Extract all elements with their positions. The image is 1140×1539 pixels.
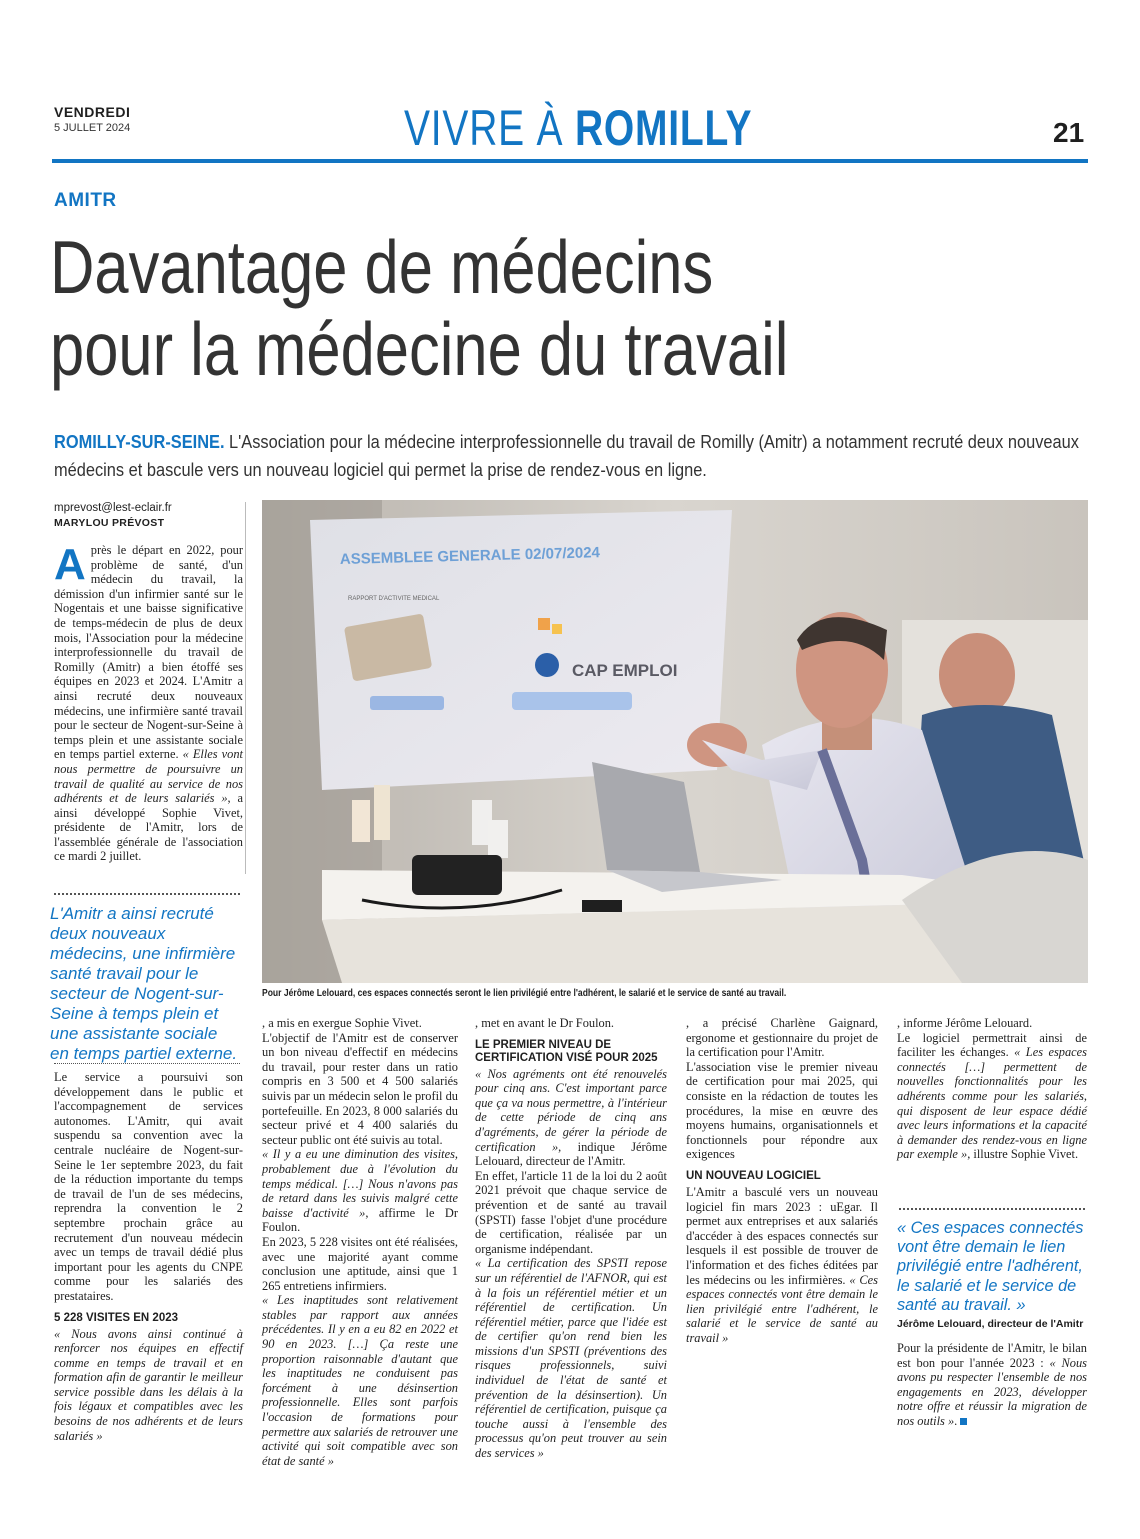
paragraph: En 2023, 5 228 visites ont été réalisées, avec une majorité ayant comme conclusion une aptitude, ainsi que 1 265 entretiens infirmiers. bbox=[262, 1234, 458, 1293]
subheading: 5 228 VISITES EN 2023 bbox=[54, 1311, 179, 1324]
pull-quote-source: Jérôme Lelouard, directeur de l'Amitr bbox=[897, 1318, 1084, 1330]
column-3 bbox=[475, 1016, 667, 1461]
second-person bbox=[939, 633, 1015, 717]
end-mark-icon bbox=[960, 1418, 967, 1425]
paragraph-text: , a ainsi développé Sophie Vivet, présidente de l'Amitr, lors de l'assemblée générale de l'association ce mardi 2 juillet. bbox=[54, 791, 243, 864]
header-rule bbox=[52, 159, 1088, 163]
paragraph: , a mis en exergue Sophie Vivet. bbox=[262, 1016, 422, 1030]
paragraph bbox=[897, 1031, 1087, 1162]
headline-line-2: pour la médecine du travail bbox=[50, 307, 789, 391]
article-photo bbox=[262, 500, 1088, 983]
section-town: ROMILLY bbox=[574, 100, 753, 156]
slide-subtitle: RAPPORT D'ACTIVITE MEDICAL bbox=[348, 596, 440, 602]
paragraph: En effet, l'article 11 de la loi du 2 août 2021 prévoit que chaque service de prévention et de santé au travail (SPSTI) fasse l'objet d'une procédure de certification, réalisée par un organisme indépendant. bbox=[475, 1168, 667, 1256]
article-kicker: AMITR bbox=[54, 190, 117, 211]
header-day: VENDREDI bbox=[54, 104, 131, 120]
dotted-divider bbox=[899, 1208, 1085, 1210]
paragraph-text: . bbox=[954, 1413, 958, 1428]
column-1-bottom bbox=[54, 1070, 243, 1443]
quote-text: « Nos agréments ont été renouvelés pour cinq ans. C'est important parce que ça va nous permettre, à l'intérieur de cette période de cinq ans d'agréments, de gérer la période de certification » bbox=[475, 1066, 667, 1154]
photo-illustration bbox=[262, 500, 1088, 983]
column-divider bbox=[245, 502, 246, 874]
paragraph-text: près le départ en 2022, pour problème de santé, d'un médecin du travail, la démission d'un infirmier santé sur le Nogentais et une baisse significative de temps-médecin de plus de deux mois, l'Association pour la médecine interprofessionnelle du travail de Romilly (Amitr) a bien étoffé ses équipes en 2023 et 2024. L'Amitr a ainsi recruté deux nouveaux médecins, une infirmière santé travail pour le secteur de Nogent-sur-Seine à temps plein et une assistante sociale en temps partiel externe. bbox=[54, 543, 243, 762]
author-email[interactable]: mprevost@lest-eclair.fr bbox=[54, 502, 172, 514]
pull-quote: L'Amitr a ainsi recruté deux nouveaux médecins, une infirmière santé travail pour le secteur de Nogent-sur-Seine à temps plein et une assistante sociale en temps partiel externe. bbox=[50, 904, 238, 1063]
column-2 bbox=[262, 1016, 458, 1468]
paragraph bbox=[475, 1256, 667, 1460]
paragraph bbox=[262, 1293, 458, 1468]
paragraph-text: , affirme le Dr Foulon. bbox=[262, 1205, 458, 1235]
paragraph-text: , illustre Sophie Vivet. bbox=[967, 1147, 1079, 1162]
page-number: 21 bbox=[1053, 117, 1085, 148]
column-1-top bbox=[54, 540, 243, 864]
slide-logo: CAP EMPLOI bbox=[572, 661, 678, 680]
column-4 bbox=[686, 1016, 878, 1345]
article-standfirst bbox=[54, 428, 1091, 484]
subheading: LE PREMIER NIVEAU DE CERTIFICATION VISÉ POUR 2025 bbox=[475, 1038, 658, 1064]
paragraph: Le service a poursuivi son développement dans le public et l'accompagnement de services autonomes. L'Amitr, qui avait suspendu sa convention avec la centrale nucléaire de Nogent-sur-Seine le 1er septembre 2023, du fait de la réduction importante du temps de travail de l'un de ses médecins, reprendra la convention le 2 septembre prochain grâce au recrutement d'un nouveau médecin avec un temps de travail dédié plus important pour les agents du CNPE comme pour les salariés des prestataires. bbox=[54, 1070, 243, 1303]
column-5-bottom bbox=[897, 1341, 1087, 1429]
dateline-place: ROMILLY-SUR-SEINE. bbox=[54, 432, 225, 452]
paragraph bbox=[54, 1327, 243, 1444]
article-headline bbox=[50, 226, 919, 390]
paragraph-text: Pour la présidente de l'Amitr, le bilan est bon pour l'année 2023 : bbox=[897, 1341, 1087, 1370]
quote-text: « Ces espaces connectés vont être demain le lien privilégié entre l'adhérent, le salarié et le service de santé au travail » bbox=[686, 1272, 878, 1345]
dotted-divider bbox=[54, 893, 240, 895]
paragraph-text: L'Amitr a basculé vers un nouveau logiciel fin mars 2023 : uEgar. Il permet aux entreprises et aux salariés d'accéder à des espaces connectés sur lesquels il est possible de trouver de l'information et des fiches éditées par les médecins ou les infirmières. bbox=[686, 1184, 878, 1287]
pull-quote: « Ces espaces connectés vont être demain le lien privilégié entre l'adhérent, le salarié et le service de santé au travail. » bbox=[897, 1219, 1084, 1314]
section-title bbox=[404, 98, 752, 158]
paragraph: L'association vise le premier niveau de certification pour mai 2025, qui consiste en la rédaction de toutes les procédures, la mise en œuvre des moyens humains, organisationnels et fonctionnels pour répondre aux exigences bbox=[686, 1059, 878, 1162]
quote-text: « Nous avons ainsi continué à renforcer nos équipes en effectif comme en temps de travail et en formation afin de garantir le meilleur service possible dans les délais à la fois légaux et compatibles avec les besoins de nos adhérents et de leurs salariés » bbox=[54, 1326, 243, 1443]
paragraph: , a précisé Charlène Gaignard, ergonome et gestionnaire du projet de la certification pour l'Amitr. bbox=[686, 1016, 878, 1060]
paragraph: , met en avant le Dr Foulon. bbox=[475, 1016, 615, 1030]
dotted-divider bbox=[54, 1063, 240, 1064]
headline-line-1: Davantage de médecins bbox=[50, 225, 714, 309]
paragraph-text: Le logiciel permettrait ainsi de faciliter les échanges. bbox=[897, 1030, 1087, 1060]
paragraph-text: , indique Jérôme Lelouard, directeur de l'Amitr. bbox=[475, 1139, 667, 1169]
photo-caption: Pour Jérôme Lelouard, ces espaces connectés seront le lien privilégié entre l'adhérent, le salarié et le service de santé au travail. bbox=[262, 988, 787, 999]
paragraph bbox=[897, 1341, 1087, 1429]
projector bbox=[412, 855, 502, 895]
quote-text: « Il y a eu une diminution des visites, probablement due à l'évolution du temps médical. […] Nous n'avons pas de retard dans les suivis malgré cette baisse d'activité » bbox=[262, 1147, 458, 1220]
quote-text: « Nous avons pu respecter l'ensemble de nos engagements en 2023, développer notre offre et réussir la migration de nos outils » bbox=[897, 1355, 1087, 1428]
quote-text: « La certification des SPSTI repose sur un référentiel de l'AFNOR, qui est à la fois un référentiel métier et un référentiel de certification. Un référentiel métier, parce que l'idée est de certifier qu'on rend bien les missions d'un SPSTI (préventions des risques professionnels, suivi individuel de l'état de santé et prévention de la désinsertion). Un référentiel de certification, puisque ça touche aussi à l'ensemble des processus qu'on peut trouver au sein des services » bbox=[475, 1256, 667, 1461]
standfirst-text: L'Association pour la médecine interprofessionnelle du travail de Romilly (Amitr) a notamment recruté deux nouveaux médecins et bascule vers un nouveau logiciel qui permet la prise de rendez-vous en ligne. bbox=[54, 432, 1079, 480]
paragraph bbox=[54, 540, 243, 864]
paragraph: L'objectif de l'Amitr est de conserver un bon niveau d'effectif en médecins du travail, pour rester dans un ratio compris en 3 500 et 4 500 salariés suivis par un médecin selon le profil du portefeuille. En 2023, 8 000 salariés du secteur privé et 4 400 salariés du secteur public ont été suivis au total. bbox=[262, 1030, 458, 1147]
header-date: 5 JULLET 2024 bbox=[54, 122, 131, 134]
drop-cap: A bbox=[54, 540, 86, 589]
paragraph bbox=[686, 1185, 878, 1346]
subheading: UN NOUVEAU LOGICIEL bbox=[686, 1169, 821, 1182]
quote-text: « Les inaptitudes sont relativement stables par rapport aux années précédentes. Il y en a eu 82 en 2022 et 90 en 2023. […] Ça reste une proportion raisonnable d'autant que les inaptitudes ne conduisent pas forcément à une désinsertion professionnelle. Elles sont parfois l'occasion de formations pour permettre aux salariés de retrouver une activité qui soit compatible avec son état de santé » bbox=[262, 1293, 458, 1468]
author-name: MARYLOU PRÉVOST bbox=[54, 517, 165, 529]
paragraph: , informe Jérôme Lelouard. bbox=[897, 1016, 1033, 1030]
slide-title: ASSEMBLEE GENERALE 02/07/2024 bbox=[339, 544, 601, 568]
section-prefix: VIVRE À bbox=[404, 100, 564, 156]
quote-text: « Elles vont nous permettre de poursuivre un travail de qualité au service de nos adhérents et de leurs salariés » bbox=[54, 747, 243, 806]
paragraph bbox=[262, 1147, 458, 1235]
quote-text: « Les espaces connectés […] permettent de nouvelles fonctionnalités pour les adhérents comme pour les salariés, qui disposent de leur espace dédié avec leurs informations et la capacité à demander des rendez-vous en ligne par exemple » bbox=[897, 1045, 1087, 1162]
paragraph bbox=[475, 1067, 667, 1169]
column-5 bbox=[897, 1016, 1087, 1162]
